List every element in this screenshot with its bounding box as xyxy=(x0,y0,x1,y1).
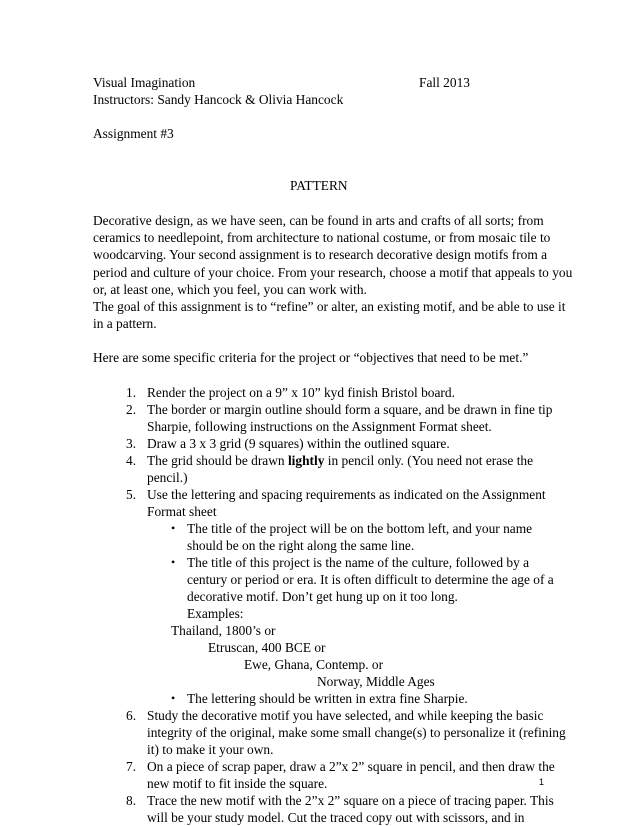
term: Fall 2013 xyxy=(419,75,470,90)
item-text: Render the project on a 9” x 10” kyd finish Bristol board. xyxy=(147,385,455,400)
item-text: Use the lettering and spacing requirements as indicated on the Assignment xyxy=(147,487,546,502)
item-text-part: The grid should be drawn xyxy=(147,453,288,468)
item-text: Sharpie, following instructions on the Assignment Format sheet. xyxy=(147,419,492,434)
bullet-text: The title of the project will be on the bottom left, and your name xyxy=(187,521,533,536)
item-number: 6. xyxy=(126,708,137,723)
page-number: 1 xyxy=(539,777,545,787)
item-text: pencil.) xyxy=(147,470,188,485)
bullet-icon: • xyxy=(171,691,176,705)
intro-line: Decorative design, as we have seen, can be found in arts and crafts of all sorts; from xyxy=(93,213,544,228)
intro-line: woodcarving. Your second assignment is to research decorative design motifs from a xyxy=(93,247,548,263)
goal-paragraph xyxy=(93,298,566,332)
item-text: Draw a 3 x 3 grid (9 squares) within the outlined square. xyxy=(147,436,450,451)
intro-line: period and culture of your choice. From your research, choose a motif that appeals to you xyxy=(93,264,573,280)
instructors: Instructors: Sandy Hancock & Olivia Hancock xyxy=(93,92,344,107)
item-text: Trace the new motif with the 2”x 2” square on a piece of tracing paper. This xyxy=(147,793,554,808)
item-number: 3. xyxy=(126,436,137,451)
item-text: integrity of the original, make some small change(s) to personalize it (refining xyxy=(147,725,566,740)
item-text xyxy=(147,452,533,469)
item-number: 5. xyxy=(126,487,137,502)
bullet-text: should be on the right along the same line. xyxy=(187,538,415,553)
item-text-part: in pencil only. (You need not erase the xyxy=(324,453,534,468)
example-line: Norway, Middle Ages xyxy=(317,674,435,689)
item-text: will be your study model. Cut the traced copy out with scissors, and in xyxy=(147,810,525,825)
intro-line: or, at least one, which you feel, you can work with. xyxy=(93,281,367,297)
document-title: PATTERN xyxy=(290,178,348,193)
goal-line: The goal of this assignment is to “refine” or alter, an existing motif, and be able to use it xyxy=(93,299,566,314)
bullet-icon: • xyxy=(171,521,176,535)
assignment-number: Assignment #3 xyxy=(93,126,174,141)
bullet-text: century or period or era. It is often difficult to determine the age of a xyxy=(187,572,554,587)
item-number: 8. xyxy=(126,793,137,808)
item-number: 4. xyxy=(126,453,137,468)
course-name: Visual Imagination xyxy=(93,75,196,90)
item-text: it) to make it your own. xyxy=(147,742,274,757)
example-line: Ewe, Ghana, Contemp. or xyxy=(244,657,384,672)
emphasis-lightly: lightly xyxy=(287,453,325,468)
bullet-text: decorative motif. Don’t get hung up on it too long. xyxy=(187,589,458,604)
criteria-intro-text: Here are some specific criteria for the project or “objectives that need to be met.” xyxy=(93,350,529,365)
item-number: 2. xyxy=(126,402,137,417)
goal-line: in a pattern. xyxy=(93,316,157,332)
item-text: Format sheet xyxy=(147,504,217,519)
example-line: Etruscan, 400 BCE or xyxy=(208,640,326,655)
item-text: Study the decorative motif you have selected, and while keeping the basic xyxy=(147,708,544,723)
item-text: On a piece of scrap paper, draw a 2”x 2” square in pencil, and then draw the xyxy=(147,759,555,774)
intro-line: ceramics to needlepoint, from architecture to national costume, or from mosaic tile to xyxy=(93,230,551,246)
criteria-intro xyxy=(93,349,553,366)
item-number: 7. xyxy=(126,759,137,774)
item-text: new motif to fit inside the square. xyxy=(147,776,328,791)
bullet-text: The lettering should be written in extra fine Sharpie. xyxy=(187,691,468,706)
intro-paragraph xyxy=(93,212,573,298)
example-line: Thailand, 1800’s or xyxy=(171,623,276,638)
bullet-text: Examples: xyxy=(187,606,244,621)
bullet-icon: • xyxy=(171,555,176,569)
bullet-text: The title of this project is the name of the culture, followed by a xyxy=(187,555,530,570)
item-number: 1. xyxy=(126,385,137,400)
item-text: The border or margin outline should form a square, and be drawn in fine tip xyxy=(147,402,553,417)
